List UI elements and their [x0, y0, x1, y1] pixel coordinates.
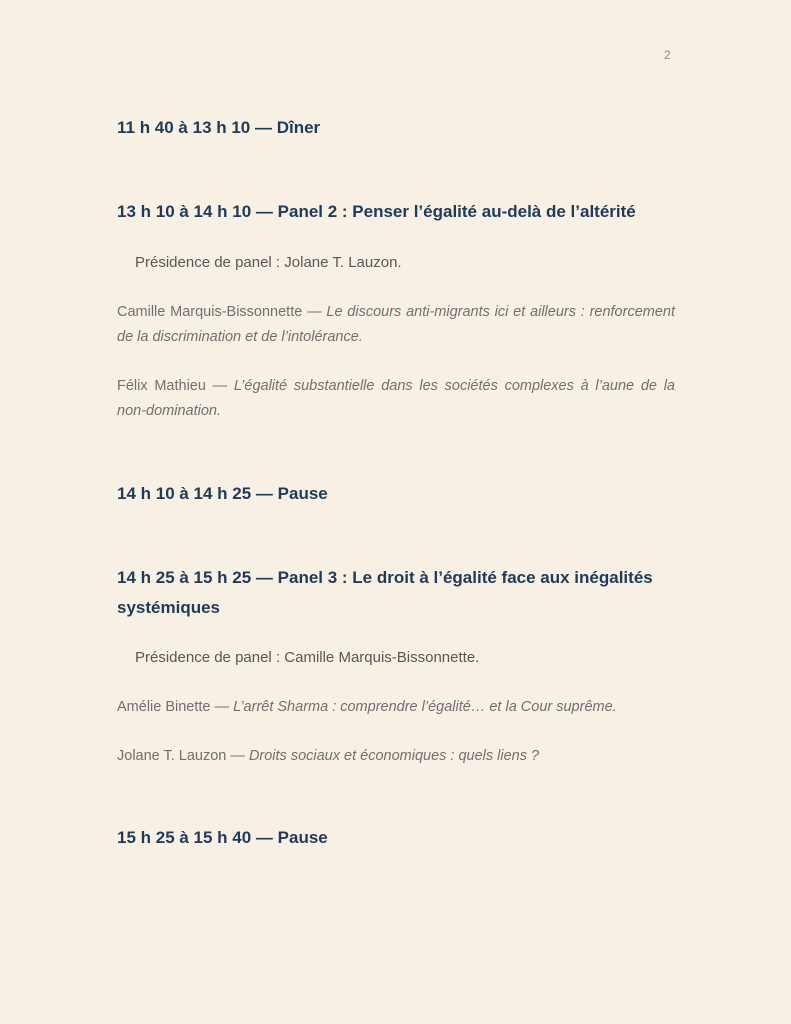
- talk-title: Droits sociaux et économiques : quels liens ?: [248, 748, 540, 764]
- talk-title: L’égalité substantielle dans les sociétés complexes à l’aune de la non-domination.: [117, 378, 675, 419]
- talk-speaker: Félix Mathieu: [117, 378, 206, 394]
- talk-title: Le discours anti-migrants ici et ailleurs : renforcement de la discrimination et de l’intolérance.: [117, 304, 676, 345]
- talk-separator: —: [210, 699, 234, 715]
- panel-3-talk-2: [117, 744, 675, 769]
- schedule-heading-lunch: 11 h 40 à 13 h 10 — Dîner: [117, 118, 321, 137]
- schedule-heading-pause-2: 15 h 25 à 15 h 40 — Pause: [117, 828, 328, 847]
- panel-2-talk-2: [117, 374, 675, 424]
- talk-separator: —: [302, 304, 327, 320]
- page-number: 2: [664, 48, 671, 62]
- talk-title: L’arrêt Sharma : comprendre l’égalité… et la Cour suprême.: [233, 699, 617, 715]
- panel-2-talk-1: [117, 300, 675, 350]
- schedule-heading-panel-2: 13 h 10 à 14 h 10 — Panel 2 : Penser l’égalité au-delà de l’altérité: [117, 202, 636, 221]
- panel-2-presidence: Présidence de panel : Jolane T. Lauzon.: [135, 254, 402, 271]
- talk-separator: —: [205, 378, 234, 394]
- talk-separator: —: [226, 748, 249, 764]
- talk-speaker: Jolane T. Lauzon: [117, 748, 227, 764]
- panel-3-presidence: Présidence de panel : Camille Marquis-Bissonnette.: [135, 649, 480, 666]
- schedule-heading-panel-3: 14 h 25 à 15 h 25 — Panel 3 : Le droit à l’égalité face aux inégalités systémiques: [117, 568, 653, 617]
- schedule-heading-pause-1: 14 h 10 à 14 h 25 — Pause: [117, 484, 328, 503]
- talk-speaker: Amélie Binette: [117, 699, 211, 715]
- panel-3-talk-1: [117, 695, 675, 720]
- talk-speaker: Camille Marquis-Bissonnette: [117, 304, 303, 320]
